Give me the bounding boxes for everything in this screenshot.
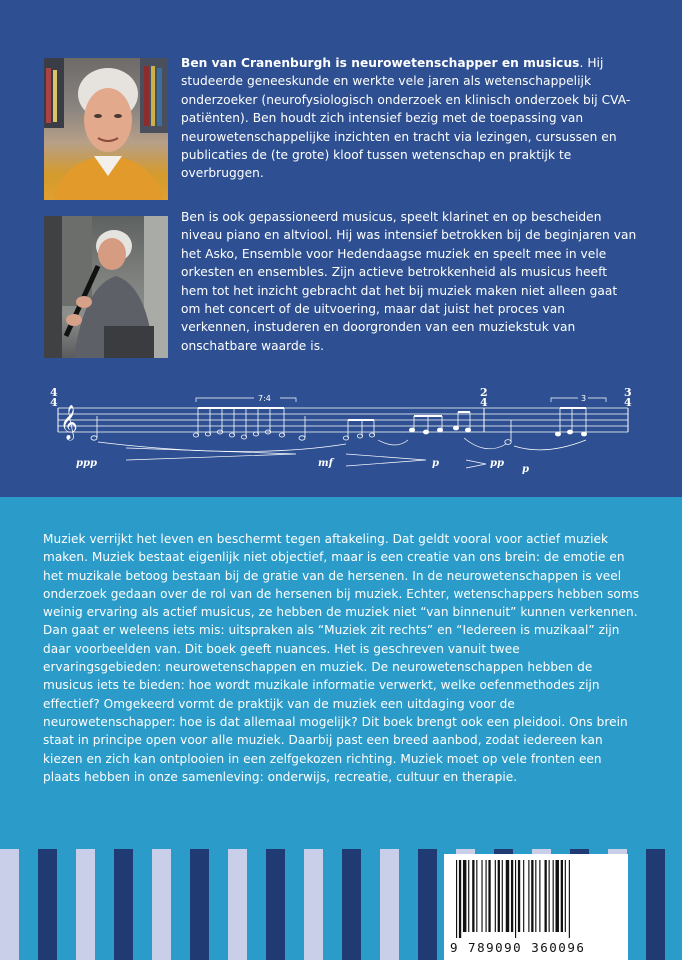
stripe xyxy=(342,849,361,960)
stripe xyxy=(380,849,399,960)
stripe xyxy=(57,849,76,960)
barcode-bar xyxy=(459,860,461,938)
barcode-bar xyxy=(472,860,474,932)
barcode-bar xyxy=(486,860,487,932)
back-cover-blurb: Muziek verrijkt het leven en beschermt tegen aftakeling. Dat geldt vooral voor actief muziek maken. Muziek bestaat eigenlijk niet objectief, maar is een creatie van ons brein: de emotie en het muzikale betoog bestaan bij de gratie van de hersenen. In de neurowetenschappen is veel onderzoek gedaan over de rol van de hersenen bij muziek. Echter, wetenschappers hebben soms weinig ervaring als actief musicus, ze hebben de muziek niet “van binnenuit” kunnen verkennen. Dan gaat er weleens iets mis: uitspraken als “Muziek zit rechts” en “Iedereen is muzikaal” zijn daar voorbeelden van. Dit boek geeft nuances. Het is geschreven vanuit twee ervaringsgebieden: neurowetenschappen en muziek. De neurowetenschappen hebben de musicus iets te bieden: hoe wordt muzikale informatie verwerkt, welke oefenmethodes zijn effectief? Omgekeerd vormt de praktijk van de muziek een uitdaging voor de neurowetenschapper: hoe is dat allemaal mogelijk? Dit boek brengt ook een pleidooi. Ons brein staat in principe open voor alle muziek. Daarbij past een breed aanbod, zodat iedereen kan kiezen en zich kan ontplooien in een zelfgekozen richting. Muziek moet op vele fronten een plaats hebben in onze samenleving: onderwijs, recreatie, cultuur en therapie. xyxy=(43,532,640,784)
dynamic-pp: pp xyxy=(490,458,504,469)
tuplet-end-label: 3 xyxy=(581,394,587,403)
time-signature-mid-top: 2 xyxy=(480,386,488,399)
barcode-bar xyxy=(515,860,516,938)
dynamic-ppp: ppp xyxy=(76,458,97,469)
barcode-bar xyxy=(565,860,566,932)
stripe xyxy=(171,849,190,960)
barcode-bar xyxy=(463,860,466,932)
dynamic-p-2: p xyxy=(522,464,529,475)
tuplet-label: 7:4 xyxy=(258,394,271,403)
barcode-bar xyxy=(518,860,520,932)
barcode-bar xyxy=(502,860,503,932)
tuplet-bracket xyxy=(196,398,296,402)
stripe xyxy=(38,849,57,960)
stripe xyxy=(95,849,114,960)
barcode-bar xyxy=(535,860,536,932)
staff-lines xyxy=(58,408,628,432)
bio-paragraph-2: Ben is ook gepassioneerd musicus, speelt klarinet en op bescheiden niveau piano en altviool. Hij was intensief betrokken bij de beginjaren van het Asko, Ensemble voor Hedendaagse muziek en speelt mee in vele orkesten en ensembles. Zijn actieve betrokkenheid als musicus heeft hem tot het inzicht gebracht dat het bij muziek maken niet alleen gaat om het concert of de uitvoering, maar dat juist het proces van verkennen, instuderen en doorgronden van een muziekstuk van onschatbare waarde is. xyxy=(181,210,637,353)
bio-paragraph-1 xyxy=(181,54,637,183)
stripe xyxy=(399,849,418,960)
music-score xyxy=(46,380,642,480)
time-signature-start-top: 4 xyxy=(50,386,58,399)
barcode-bar xyxy=(506,860,509,932)
barcode-bar xyxy=(511,860,513,932)
stripe xyxy=(323,849,342,960)
barcode-bar xyxy=(498,860,500,932)
stripe xyxy=(665,849,682,960)
stripe xyxy=(209,849,228,960)
stripe xyxy=(304,849,323,960)
stripe xyxy=(0,849,19,960)
barcode-bar xyxy=(468,860,469,932)
barcode-bar xyxy=(481,860,482,932)
dynamic-mf: mf xyxy=(318,458,333,469)
stripe xyxy=(190,849,209,960)
barcode-bar xyxy=(556,860,559,932)
barcode-bar xyxy=(545,860,547,932)
time-signature-start-bottom: 4 xyxy=(50,396,58,409)
barcode-bar xyxy=(495,860,496,932)
stripe xyxy=(361,849,380,960)
barcode-bar xyxy=(569,860,570,938)
barcode-bar xyxy=(476,860,477,932)
author-portrait-photo xyxy=(44,58,168,200)
stripe xyxy=(627,849,646,960)
barcode-bar xyxy=(456,860,457,938)
time-signature-mid-bottom: 4 xyxy=(480,396,488,409)
stripe xyxy=(285,849,304,960)
barcode-bar xyxy=(528,860,529,932)
barcode-bar xyxy=(539,860,540,932)
time-signature-end-top: 3 xyxy=(624,386,632,399)
barcode-bars xyxy=(454,860,618,938)
stripe xyxy=(114,849,133,960)
author-clarinet-photo xyxy=(44,216,168,358)
stripe xyxy=(646,849,665,960)
barcode-bar xyxy=(549,860,550,932)
barcode-bar xyxy=(488,860,490,932)
stripe xyxy=(228,849,247,960)
barcode-bar xyxy=(523,860,524,932)
bio-author-intro: Ben van Cranenburgh is neurowetenschapper en musicus xyxy=(181,56,580,70)
isbn-barcode xyxy=(444,854,628,960)
bio-paragraph-1-text: . Hij studeerde geneeskunde en werkte vele jaren als wetenschappelijk onderzoeker (neurofysiologisch onderzoek en klinisch onderzoek bij CVA-patiënten). Ben houdt zich intensief bezig met de toepassing van neurowetenschappelijke inzichten en tracht via lezingen, cursussen en publicaties de (te grote) kloof tussen wetenschap en praktijk te overbruggen. xyxy=(181,56,631,181)
dynamic-p-1: p xyxy=(432,458,439,469)
time-signature-end-bottom: 4 xyxy=(624,396,632,409)
stripe xyxy=(266,849,285,960)
barcode-bar xyxy=(531,860,533,932)
stripe xyxy=(418,849,437,960)
stripe xyxy=(76,849,95,960)
barcode-bar xyxy=(561,860,563,932)
isbn-digits: 9 789090 360096 xyxy=(450,940,586,955)
barcode-bar xyxy=(553,860,554,932)
stripe xyxy=(247,849,266,960)
stripe xyxy=(19,849,38,960)
stripe xyxy=(152,849,171,960)
treble-clef-icon: 𝄞 xyxy=(60,405,78,440)
stripe xyxy=(133,849,152,960)
tuplet-bracket-end xyxy=(551,398,606,402)
